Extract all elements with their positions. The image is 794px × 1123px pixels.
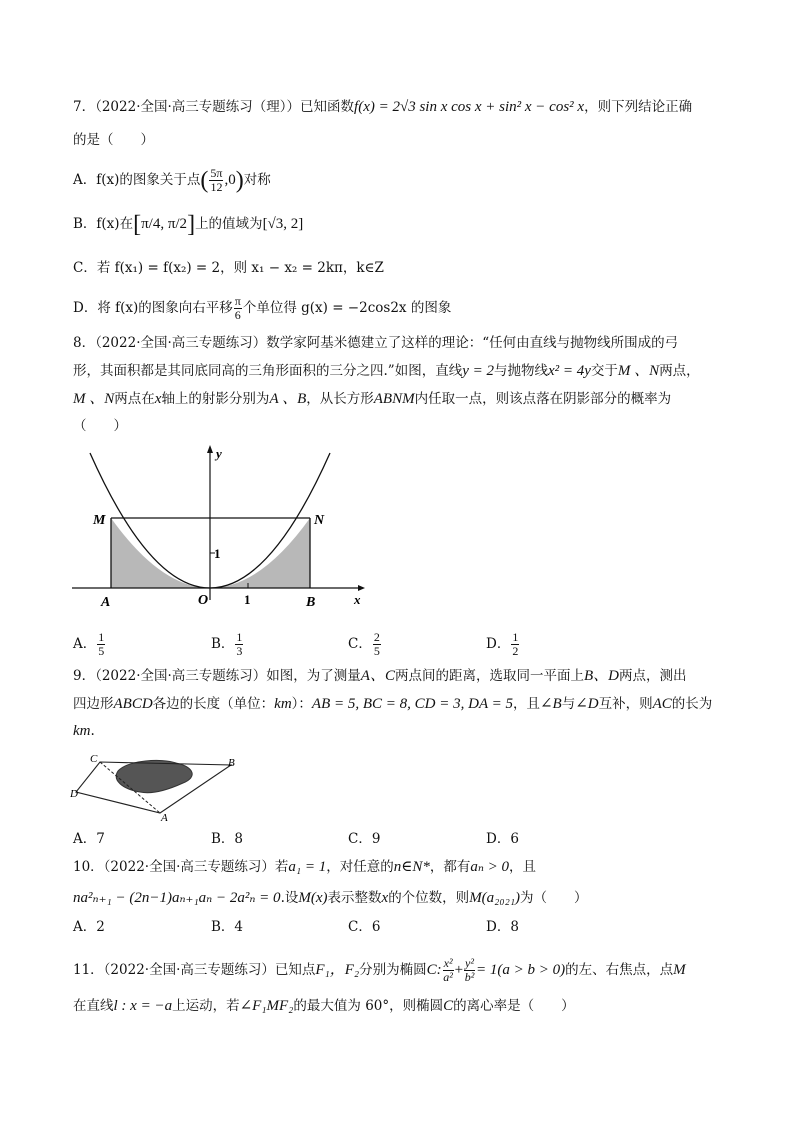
q7-option-c: C．若 f(x₁) = f(x₂) = 2，则 x₁ − x₂ = 2kπ，k∈Z xyxy=(73,260,384,276)
q7-option-b: B．f(x)在[π/4, π/2]上的值域为[√3, 2] xyxy=(73,211,304,238)
q10-line2: na²ₙ₊₁ − (2n−1)aₙ₊₁aₙ − 2a²ₙ = 0.设M(x)表示整数x的个位数，则M(a₂₀₂₁)为（ ） xyxy=(73,890,588,906)
q8-line1: 8．（2022·全国·高三专题练习）数学家阿基米德建立了这样的理论：“任何由直线与抛物线所围成的弓 xyxy=(73,335,679,351)
q9-line2: 四边形ABCD各边的长度（单位：km）：AB = 5, BC = 8, CD = 3, DA = 5，且∠B与∠D互补，则AC的长为 xyxy=(73,696,713,712)
q8-label-y-one: 1 xyxy=(214,546,221,561)
q8-label-x-one: 1 xyxy=(244,592,251,607)
q9-line1: 9．（2022·全国·高三专题练习）如图，为了测量A、C两点间的距离，选取同一平面上B、D两点，测出 xyxy=(73,668,687,684)
q7-option-a: A．f(x)的图象关于点( $\frac{5\pi}{12}$ ,0)对称 xyxy=(73,166,271,194)
q8-option-a: A． $\frac{1}{5}$ xyxy=(73,630,105,658)
q8-label-y: y xyxy=(216,446,222,461)
q10-option-d: D．8 xyxy=(486,919,519,935)
q8-option-b: B． $\frac{1}{3}$ xyxy=(211,630,243,658)
q10-line1: 10．（2022·全国·高三专题练习）若a₁ = 1，对任意的n∈N*，都有aₙ > 0，且 xyxy=(73,859,537,875)
q7-option-d: D．将 f(x)的图象向右平移 $\frac{\pi}{6}$ 个单位得 g(x) = −2cos2x 的图象 xyxy=(73,294,452,322)
q8-label-a: A xyxy=(101,595,111,610)
q8-option-c: C． $\frac{2}{5}$ xyxy=(348,630,380,658)
q10-option-c: C．6 xyxy=(348,919,381,935)
q9-label-a: A xyxy=(161,812,168,822)
q8-shaded-region-right xyxy=(210,518,310,588)
q8-line3: M 、N两点在x轴上的射影分别为A 、B，从长方形ABNM内任取一点，则该点落在阴影部分的概率为 xyxy=(73,391,672,407)
q9-option-b: B．8 xyxy=(211,831,244,847)
q7-function: f(x) = 2√3 sin x cos x + sin² x − cos² x xyxy=(354,99,585,115)
q8-label-m: M xyxy=(93,513,106,528)
q9-line3: km. xyxy=(73,723,95,739)
q9-option-c: C．9 xyxy=(348,831,381,847)
q9-label-c: C xyxy=(90,753,98,765)
q9-label-d: D xyxy=(70,788,78,800)
q9-quadrilateral-figure xyxy=(70,750,245,822)
q9-pond-shape xyxy=(116,760,192,792)
q10-option-b: B．4 xyxy=(211,919,244,935)
q8-line4: （ ） xyxy=(73,418,127,434)
q8-label-b: B xyxy=(306,595,316,610)
q7-line1: 7．（2022·全国·高三专题练习（理））已知函数f(x) = 2√3 sin x cos x + sin² x − cos² x，则下列结论正确 xyxy=(73,99,693,115)
q9-label-b: B xyxy=(228,757,235,769)
q8-line2: 形，其面积都是其同底同高的三角形面积的三分之四.”如图，直线y = 2与抛物线x² = 4y交于M 、N两点， xyxy=(73,363,700,379)
q8-parabola-figure xyxy=(70,440,370,610)
q8-label-x: x xyxy=(354,592,361,607)
q11-line1: 11．（2022·全国·高三专题练习）已知点F₁，F₂分别为椭圆C: $\frac{\text{x²}}{\text{a²}}$ + $\frac{\text{y²}}{\text{b²}}$ = 1(a > b > 0)的左、右焦点，点M xyxy=(73,956,686,984)
q8-shaded-region-left xyxy=(111,518,210,588)
q9-option-a: A．7 xyxy=(73,831,105,847)
q8-x-axis-arrow xyxy=(358,585,365,591)
q8-option-d: D． $\frac{1}{2}$ xyxy=(486,630,519,658)
q8-label-n: N xyxy=(314,513,325,528)
q11-line2: 在直线l : x = −a上运动，若∠F₁MF₂的最大值为 60°，则椭圆C的离心率是（ ） xyxy=(73,998,575,1014)
q7-line2: 的是（ ） xyxy=(73,132,154,148)
q10-option-a: A．2 xyxy=(73,919,105,935)
q8-y-axis-arrow xyxy=(207,445,213,453)
q8-label-o: O xyxy=(198,593,209,608)
q9-option-d: D．6 xyxy=(486,831,519,847)
